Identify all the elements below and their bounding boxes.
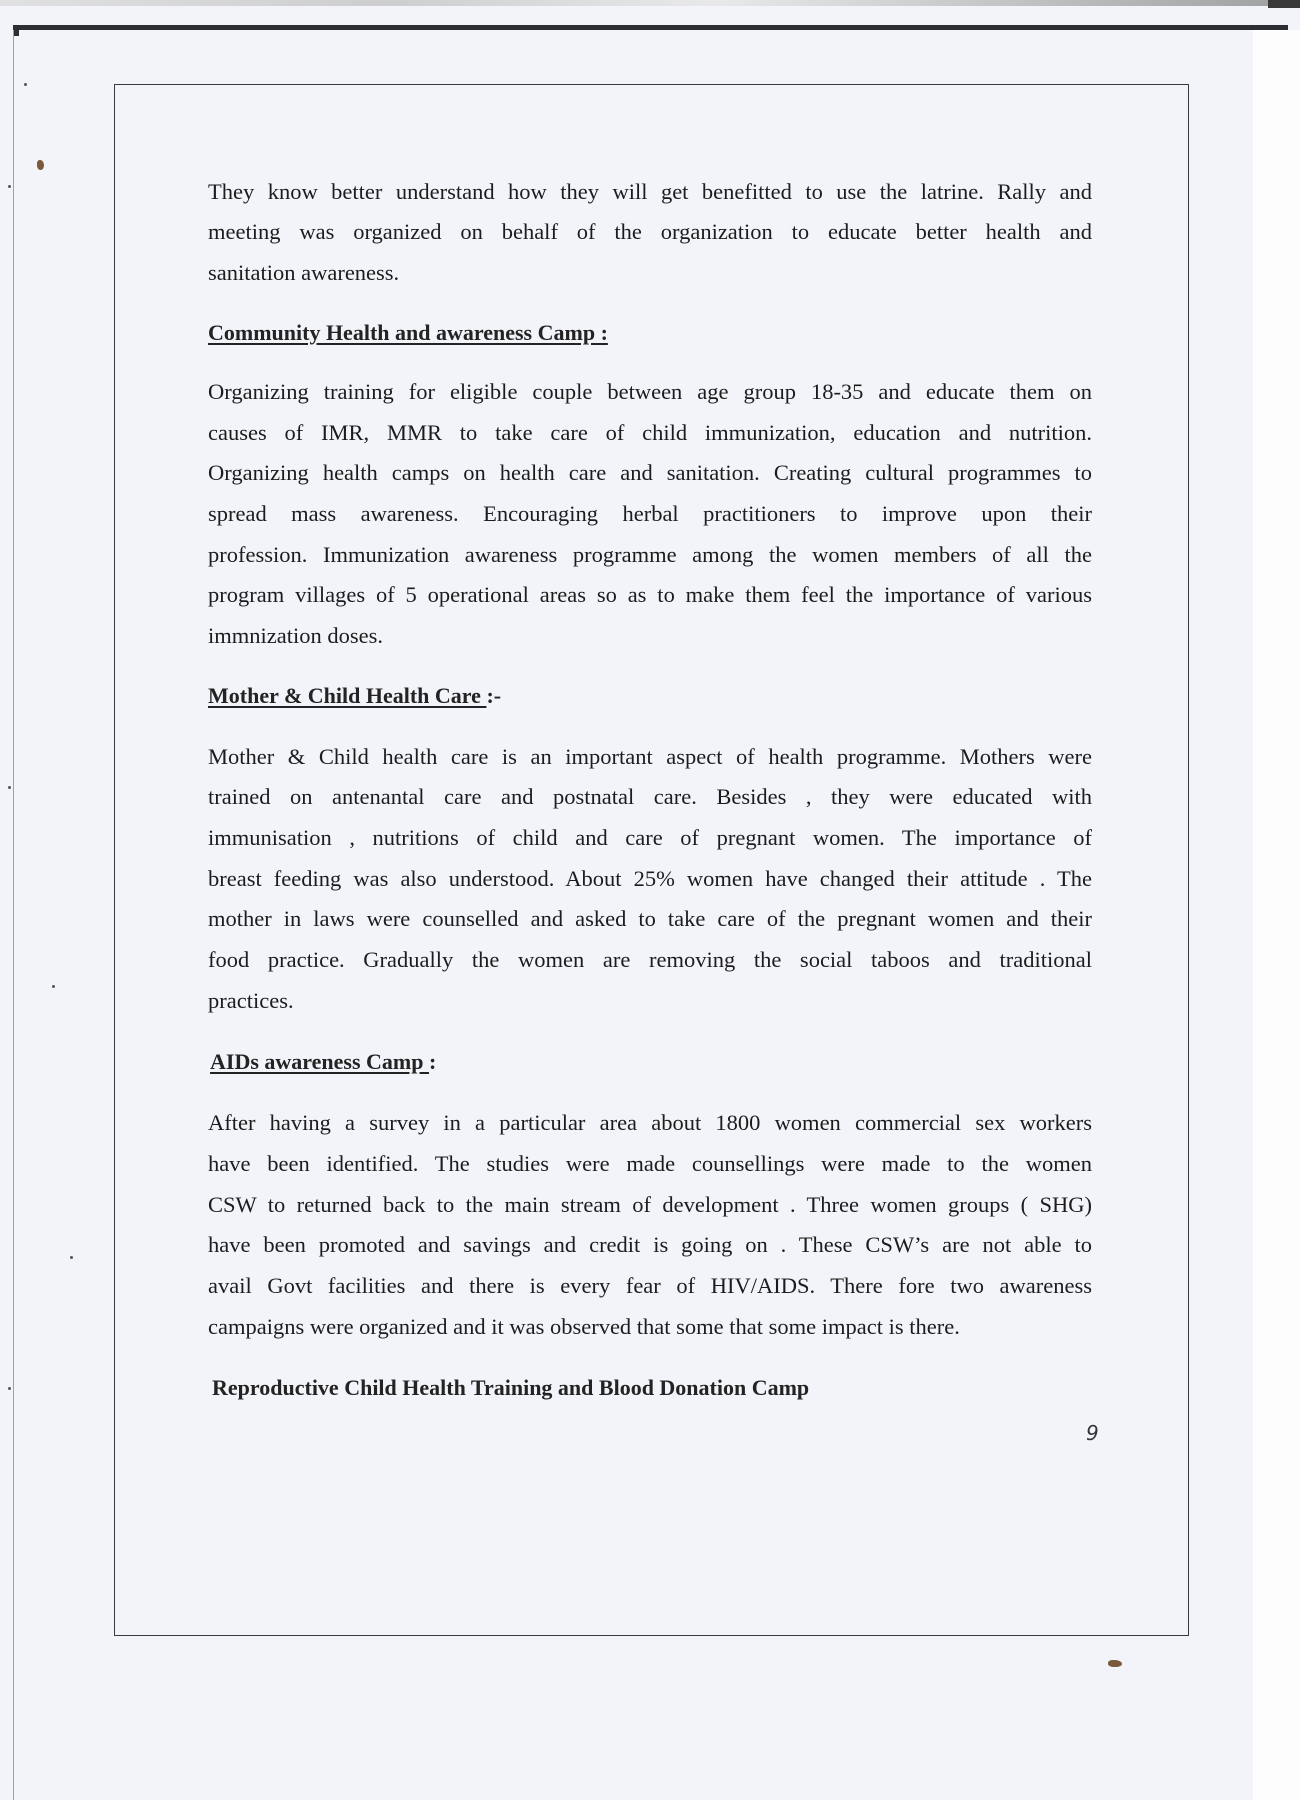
text-line: trained on antenantal care and postnatal care. Besides , they were educated with — [208, 784, 1092, 809]
section-heading-community-health: Community Health and awareness Camp : — [208, 320, 608, 345]
section-heading-mother-child: Mother & Child Health Care :- — [208, 683, 502, 708]
text-line: practices. — [208, 988, 294, 1013]
text-line: Organizing training for eligible couple between age group 18-35 and educate them on — [208, 379, 1092, 404]
section-heading-reproductive-child-health: Reproductive Child Health Training and Blood Donation Camp — [212, 1375, 810, 1400]
text-line: breast feeding was also understood. About 25% women have changed their attitude . The — [208, 866, 1092, 891]
text-line: Mother & Child health care is an important aspect of health programme. Mothers were — [208, 744, 1092, 769]
scan-speck — [24, 83, 27, 86]
header-rule — [13, 25, 1288, 30]
text-line: After having a survey in a particular area about 1800 women commercial sex workers — [208, 1110, 1092, 1135]
scan-speck — [8, 185, 11, 188]
scan-speck — [70, 1256, 73, 1259]
text-line: meeting was organized on behalf of the organization to educate better health and — [208, 219, 1092, 244]
page-border-frame — [114, 84, 1189, 1636]
text-line: spread mass awareness. Encouraging herbal practitioners to improve upon their — [208, 501, 1092, 526]
text-line: campaigns were organized and it was observed that some that some impact is there. — [208, 1314, 960, 1339]
scan-top-edge — [0, 0, 1300, 6]
text-line: sanitation awareness. — [208, 260, 400, 285]
scan-speck — [8, 786, 11, 789]
left-margin-rule — [13, 30, 14, 1800]
text-line: CSW to returned back to the main stream of development . Three women groups ( SHG) — [208, 1192, 1092, 1217]
text-line: immnization doses. — [208, 623, 383, 648]
text-line: avail Govt facilities and there is every fear of HIV/AIDS. There fore two awareness — [208, 1273, 1092, 1298]
text-line: profession. Immunization awareness programme among the women members of all the — [208, 542, 1092, 567]
scan-speck — [1108, 1660, 1122, 1667]
text-line: immunisation , nutritions of child and care of pregnant women. The importance of — [208, 825, 1092, 850]
text-line: causes of IMR, MMR to take care of child immunization, education and nutrition. — [208, 420, 1092, 445]
text-line: Organizing health camps on health care and sanitation. Creating cultural programmes to — [208, 460, 1092, 485]
text-line: food practice. Gradually the women are removing the social taboos and traditional — [208, 947, 1092, 972]
text-line: mother in laws were counselled and asked to take care of the pregnant women and their — [208, 906, 1092, 931]
text-line: They know better understand how they will get benefitted to use the latrine. Rally and — [208, 179, 1092, 204]
scan-speck — [52, 985, 55, 988]
page-number: 9 — [1086, 1421, 1099, 1445]
scan-right-margin — [1253, 30, 1300, 1800]
section-heading-aids-awareness: AIDs awareness Camp : — [210, 1049, 437, 1074]
text-line: program villages of 5 operational areas so as to make them feel the importance of various — [208, 582, 1092, 607]
text-line: have been promoted and savings and credit is going on . These CSW’s are not able to — [208, 1232, 1092, 1257]
scan-speck — [8, 1387, 11, 1390]
text-line: have been identified. The studies were made counsellings were made to the women — [208, 1151, 1092, 1176]
scan-speck — [37, 160, 44, 170]
scan-corner-mark — [1268, 0, 1300, 8]
